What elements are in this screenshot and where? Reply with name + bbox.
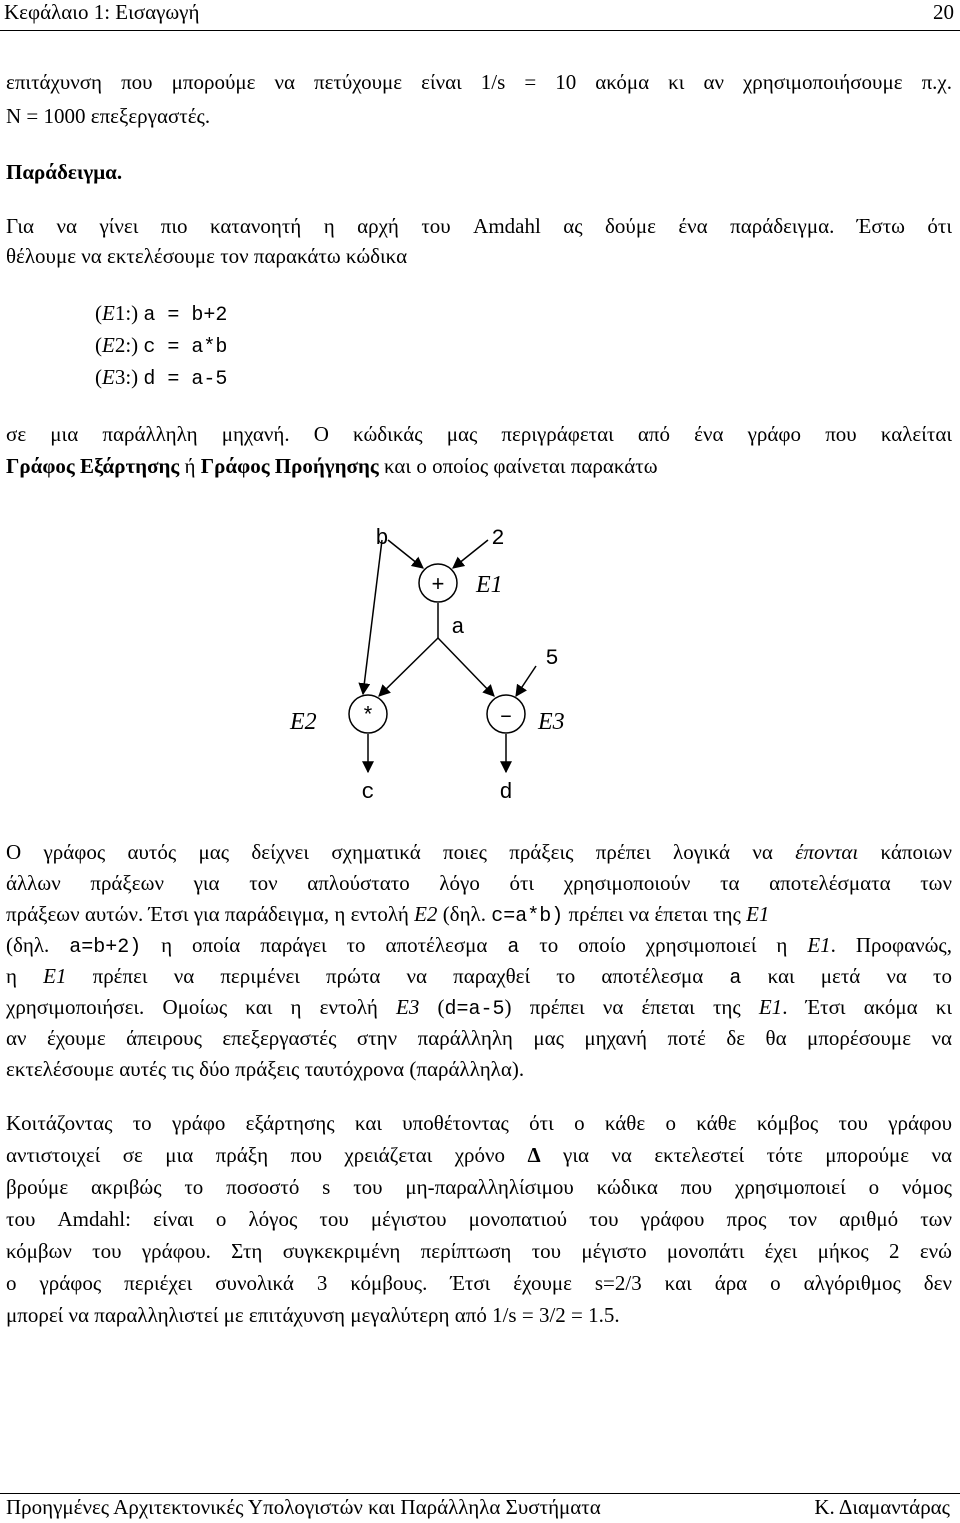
edge-b-plus [388,540,423,568]
output-d: d [499,780,513,805]
var-a: a [451,615,465,640]
para3-line-1: Ο γράφος αυτός μας δείχνει σχηματικά ποιες πράξεις πρέπει λογικά να έπονται κάποιων [6,840,952,864]
para4-line-6: ο γράφος περιέχει συνολικά 3 κόμβους. Έτσι έχουμε s=2/3 και άρα ο αλγόριθμος δεν [6,1271,952,1295]
input-5: 5 [545,646,559,671]
label-e1: E1 [476,572,503,598]
delta-symbol: Δ [527,1143,541,1167]
edge-a-mul [379,638,438,696]
header-rule [0,30,960,31]
footer-author: Κ. Διαμαντάρας [814,1495,950,1519]
code-line-e2: (E2:) c = a*b [95,333,228,359]
label-e2: E2 [290,709,317,735]
label-e3: E3 [538,709,565,735]
term-dependency-graph: Γράφος Εξάρτησης [6,454,180,478]
intro-line-1: επιτάχυνση που μπορούμε να πετύχουμε είναι 1/s = 10 ακόμα κι αν χρησιμοποιήσουμε π.χ. [6,70,952,94]
example-title: Παράδειγμα. [6,160,123,184]
para3-line-3: πράξεων αυτών. Έτσι για παράδειγμα, η εντολή E2 (δηλ. c=a*b) πρέπει να έπεται της E1 [6,902,770,928]
para4-line-5: κόμβων του γράφου. Στη συγκεκριμένη περίπτωση του μέγιστο μονοπάτι έχει μήκος 2 ενώ [6,1239,952,1263]
page-header [4,0,954,30]
op-plus: + [431,573,445,598]
para1-line-2: θέλουμε να εκτελέσουμε τον παρακάτω κώδικα [6,244,408,268]
edge-2-plus [453,540,488,568]
para3-line-4: (δηλ. a=b+2) η οποία παράγει το αποτέλεσμα a το οποίο χρησιμοποιεί η E1. Προφανώς, [6,933,952,959]
para4-line-2: αντιστοιχεί σε μια πράξη που χρειάζεται χρόνο Δ για να εκτελεστεί τότε μπορούμε να [6,1143,953,1167]
input-b: b [375,526,389,551]
para3-line-5: η E1 πρέπει να περιμένει πρώτα να παραχθεί το αποτέλεσμα a και μετά να το [6,964,952,990]
code-statement: a = b+2 [143,304,228,327]
para3-line-2: άλλων πράξεων για τον απλούστατο λόγο ότι χρησιμοποιούν τα αποτελέσματα των [6,871,952,895]
para2-line-1: σε μια παράλληλη μηχανή. Ο κώδικάς μας περιγράφεται από ένα γράφο που καλείται [6,422,952,446]
output-c: c [361,780,375,805]
chapter-title: Κεφάλαιο 1: Εισαγωγή [4,0,200,24]
para3-line-7: αν έχουμε άπειρους επεξεργαστές στην παράλληλη μας μηχανή ποτέ δε θα μπορέσουμε να [6,1026,952,1050]
dependency-graph [260,510,620,810]
code-statement: c = a*b [143,336,228,359]
term-precedence-graph: Γράφος Προήγησης [200,454,379,478]
footer-book-title: Προηγμένες Αρχιτεκτονικές Υπολογιστών και Παράλληλα Συστήματα [6,1495,601,1519]
para2-line-2: Γράφος Εξάρτησης ή Γράφος Προήγησης και ο οποίος φαίνεται παρακάτω [6,454,658,478]
edge-b-mul [363,540,382,694]
para3-line-8: εκτελέσουμε αυτές τις δύο πράξεις ταυτόχρονα (παράλληλα). [6,1057,525,1081]
code-line-e1: (E1:) a = b+2 [95,301,228,327]
para4-line-3: βρούμε ακριβώς το ποσοστό s του μη-παραλληλίσιμου κώδικα που χρησιμοποιεί ο νόμος [6,1175,952,1199]
para4-line-4: του Amdahl: είναι ο λόγος του μέγιστου μονοπατιού του γράφου προς τον αριθμό των [6,1207,952,1231]
code-statement: d = a-5 [143,368,228,391]
op-minus: – [499,704,513,729]
code-line-e3: (E3:) d = a-5 [95,365,228,391]
para4-line-7: μπορεί να παραλληλιστεί με επιτάχυνση μεγαλύτερη από 1/s = 3/2 = 1.5. [6,1303,620,1327]
input-2: 2 [491,526,505,551]
intro-line-2: N = 1000 επεξεργαστές. [6,104,211,128]
para3-line-6: χρησιμοποιήσει. Ομοίως και η εντολή E3 (d=a-5) πρέπει να έπεται της E1. Έτσι ακόμα κι [6,995,952,1021]
para4-line-1: Κοιτάζοντας το γράφο εξάρτησης και υποθέτοντας ότι ο κάθε ο κάθε κόμβος του γράφου [6,1111,952,1135]
edge-5-minus [516,666,536,696]
edge-a-minus [438,638,494,696]
para1-line-1: Για να γίνει πιο κατανοητή η αρχή του Amdahl ας δούμε ένα παράδειγμα. Έστω ότι [6,214,952,238]
op-mul: * [361,704,375,729]
page-number: 20 [933,0,954,24]
